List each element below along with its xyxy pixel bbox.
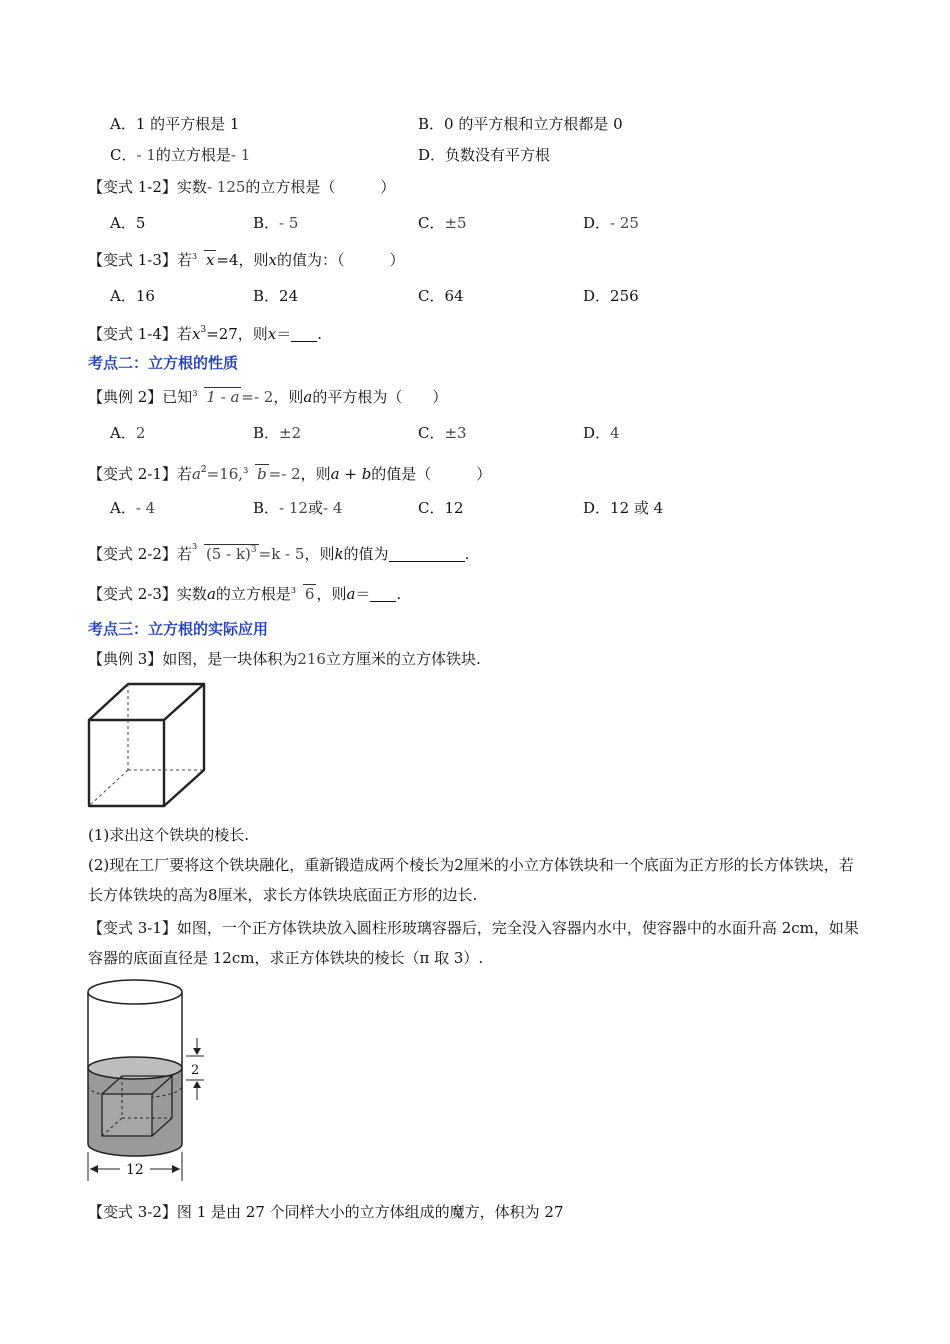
variant-3-1-question: 【变式 3-1】如图，一个正方体铁块放入圆柱形玻璃容器后，完全没入容器内水中，使容器中的水面升高 2cm，如果容器的底面直径是 12cm，求正方体铁块的棱长（π 取 3）. [88,919,859,967]
example-2-options [88,421,890,445]
q1-option-d: D．负数没有平方根 [418,146,551,164]
variant-1-3-question: 【变式 1-3】若 3 x =4，则x的值为：（ ） [88,248,890,272]
answer-blank[interactable] [291,325,317,342]
example-3-question: 【典例 3】如图，是一块体积为216立方厘米的立方体铁块. [88,650,481,668]
v21-option-b: B．- 12或- 4 [253,499,343,517]
v12-option-a: A．5 [110,214,146,232]
variant-1-2-options [88,211,890,235]
section-heading-2: 考点二：立方根的性质 [88,354,239,372]
v21-option-d: D．12 或 4 [583,499,664,517]
variant-1-2-question: 【变式 1-2】实数- 125的立方根是（ ） [88,178,396,196]
v13-option-c: C．64 [418,287,464,305]
example-3-part-1: (1)求出这个铁块的棱长. [88,826,250,844]
q1-options-row2 [88,143,890,167]
variant-1-3-options [88,284,890,308]
v21-option-a: A．- 4 [110,499,156,517]
v12-option-d: D．- 25 [583,214,639,232]
ex2-option-b: B．±2 [253,424,302,442]
q1-option-b: B．0 的平方根和立方根都是 0 [418,115,623,133]
ex2-option-d: D．4 [583,424,620,442]
variant-2-1-options [88,496,890,520]
variant-1-4-question: 【变式 1-4】若$x^3=27$，则x＝ . [88,325,323,343]
cube-root-1-minus-a: 3 1 - a [192,388,240,406]
cube-root-x: 3 x [191,251,215,269]
v13-option-d: D．256 [583,287,639,305]
variant-2-1-question: 【变式 2-1】若$a^2=16$, 3 b =- 2，则a + b的值是（ ） [88,458,890,482]
cube-figure [84,678,212,810]
v12-option-b: B．- 5 [253,214,299,232]
height-label: 2 [191,1063,200,1078]
section-heading-3: 考点三：立方根的实际应用 [88,620,269,638]
answer-blank[interactable] [389,545,465,562]
variant-2-2-question: 【变式 2-2】若 3 (5 - k)$^3$ =k - 5，则k的值为 . [88,538,890,562]
ex2-option-a: A．2 [110,424,146,442]
cube-root-5-minus-k-cubed: 3 (5 - k)$^3$ [191,542,257,563]
v21-option-c: C．12 [418,499,464,517]
v13-option-b: B．24 [253,287,299,305]
cylinder-figure [82,976,212,1186]
v13-option-a: A．16 [110,287,155,305]
cube-root-b: 3 b [243,465,267,483]
cube-root-6: 3 6 [290,585,315,603]
answer-blank[interactable] [370,585,396,602]
q1-option-a: A．1 的平方根是 1 [110,115,240,133]
q1-options-row1 [88,112,890,136]
variant-2-3-question: 【变式 2-3】实数a的立方根是 3 6 ，则a＝ . [88,582,890,606]
variant-3-2-question: 【变式 3-2】图 1 是由 27 个同样大小的立方体组成的魔方，体积为 27 [88,1203,564,1221]
v12-option-c: C．±5 [418,214,467,232]
width-label: 12 [126,1162,144,1178]
ex2-option-c: C．±3 [418,424,467,442]
example-3-part-2: (2)现在工厂要将这个铁块融化，重新锻造成两个棱长为2厘米的小立方体铁块和一个底面为正方形的长方体铁块，若长方体铁块的高为8厘米，求长方体铁块底面正方形的边长. [88,856,854,904]
q1-option-c: C．- 1的立方根是- 1 [110,146,251,164]
example-2-question: 【典例 2】已知 3 1 - a =- 2，则a的平方根为（ ） [88,385,890,409]
